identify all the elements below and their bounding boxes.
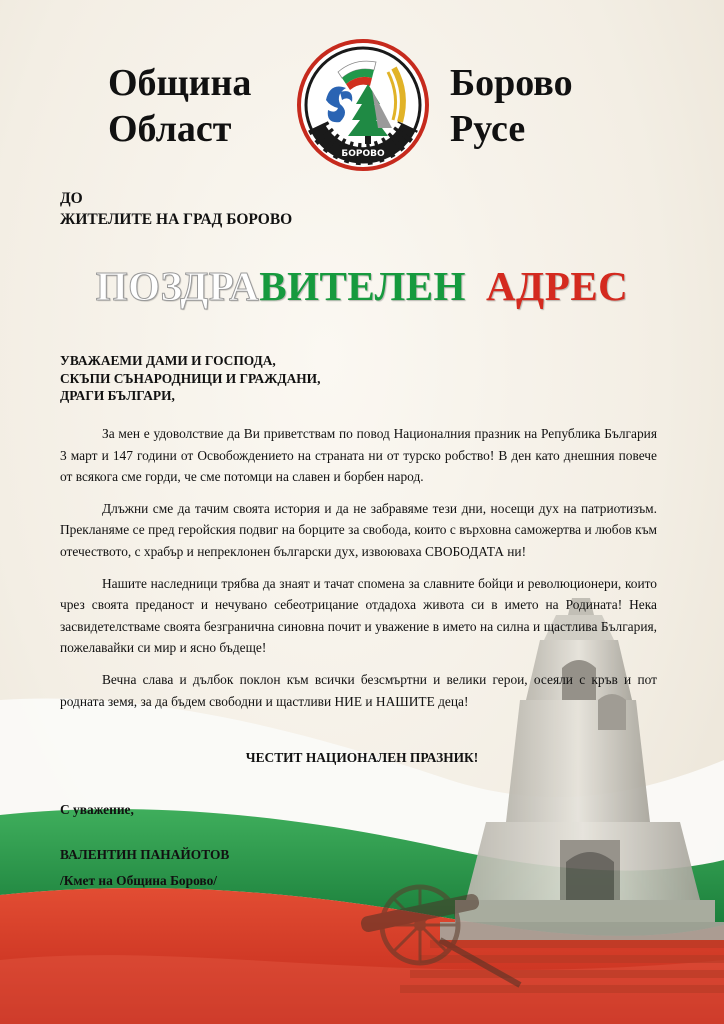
header-right <box>450 60 573 152</box>
closing-phrase: С уважение, <box>60 802 134 817</box>
holiday-greeting: ЧЕСТИТ НАЦИОНАЛЕН ПРАЗНИК! <box>245 750 479 765</box>
header-region-name: Русе <box>450 108 526 150</box>
title-part-red: АДРЕС <box>485 263 629 309</box>
mayor-role: /Кмет на Община Борово/ <box>60 873 217 888</box>
body-paragraph-1: За мен е удоволствие да Ви приветствам по повод Националния празник на Република България 3 март и 147 години от Освобождението на страната ни от турско робство! В ден като днешния повече от всякога сме горди, че сме потомци на славен и борбен народ. <box>60 426 657 485</box>
mayor-name: ВАЛЕНТИН ПАНАЙОТОВ <box>60 847 230 862</box>
header-municipality-name: Борово <box>450 62 573 104</box>
emblem-text: БОРОВО <box>341 149 385 159</box>
salutation-line-3: ДРАГИ БЪЛГАРИ, <box>60 388 175 403</box>
salutation-line-2: СКЪПИ СЪНАРОДНИЦИ И ГРАЖДАНИ, <box>60 370 321 386</box>
title-part-green: ВИТЕЛЕН <box>259 263 466 309</box>
header-region-label: Област <box>108 108 232 150</box>
signature-block <box>60 842 229 894</box>
header-left <box>108 60 251 152</box>
salutation-line-1: УВАЖАЕМИ ДАМИ И ГОСПОДА, <box>60 353 276 368</box>
body-paragraph-4: Вечна слава и дълбок поклон към всички безсмъртни и велики герои, осеяли с кръв и пот родната земя, за да бъдем свободни и щастливи НИЕ и НАШИТЕ деца! <box>60 671 657 709</box>
coat-of-arms-icon <box>296 38 430 172</box>
recipient-residents: ЖИТЕЛИТЕ НА ГРАД БОРОВО <box>60 211 293 228</box>
recipient-to: ДО <box>60 190 83 207</box>
body-paragraph-3: Нашите наследници трябва да знаят и тачат спомена за славните бойци и революционери, които чрез своята преданост и нечувано себеотрицание отдадоха живота си в името на Родината! Нека засвидетелстваме своята безгранична синовна почит и уважение в името на силна и щастлива България, пожелавайки си мир и ясно бъдеще! <box>60 575 657 656</box>
title-part-white: ПОЗДРА <box>95 263 260 309</box>
recipient-block <box>60 188 292 230</box>
body-paragraph-2: Длъжни сме да тачим своята история и да не забравяме тези дни, носещи дух на патриотизъм. Прекланяме се пред геройския подвиг на борците за свобода, които с върховна саможертва и любов към отечеството, с храбър и непреклонен български дух, извоюваха СВОБОДАТА ни! <box>60 500 657 559</box>
letter-title <box>0 262 724 310</box>
salutation <box>60 352 320 405</box>
header-municipality-label: Община <box>108 62 252 104</box>
letter-body <box>60 423 657 722</box>
